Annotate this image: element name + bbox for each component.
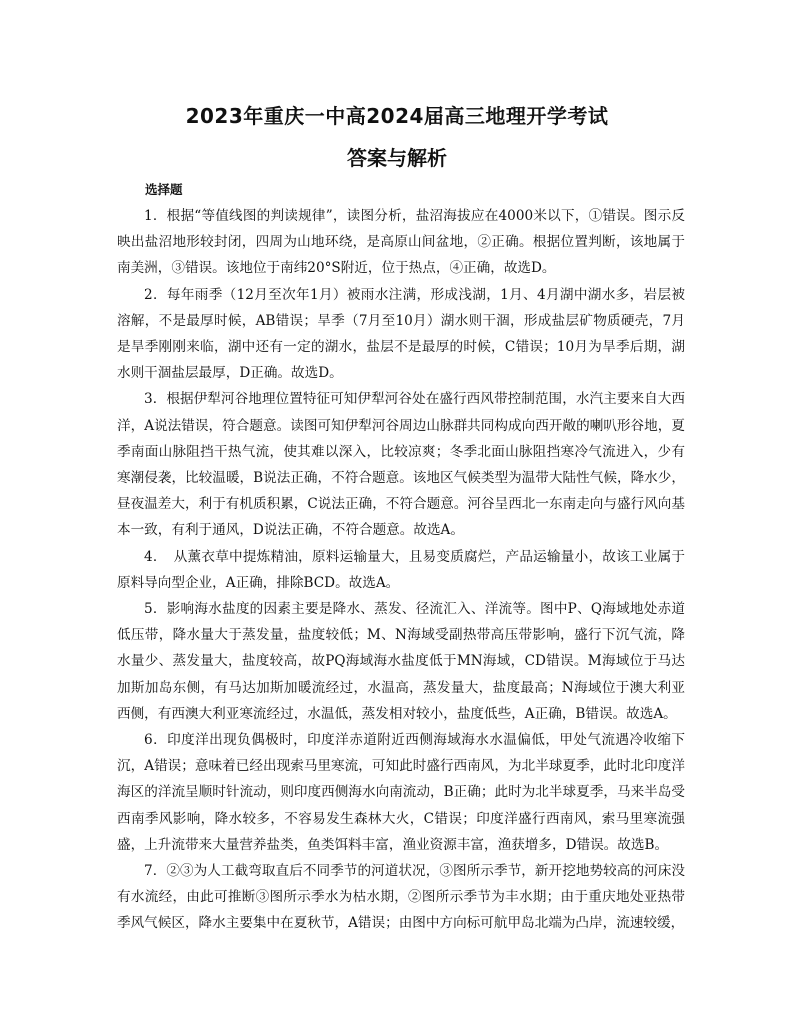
answer-paragraph-5: 5．影响海水盐度的因素主要是降水、蒸发、径流汇入、洋流等。图中P、Q海域地处赤道低压带，降水量大于蒸发量，盐度较低；M、N海域受副热带高压带影响，盛行下沉气流，降水量少、蒸发量大，盐度较高，故PQ海域海水盐度低于MN海域，CD错误。M海域位于马达加斯加岛东侧，有马达加斯加暖流经过，水温高，蒸发量大，盐度最高；N海域位于澳大利亚西侧，有西澳大利亚寒流经过，水温低，蒸发相对较小，盐度低些，A正确，B错误。故选A。 bbox=[117, 601, 685, 722]
answer-paragraph-4: 4． 从薰衣草中提炼精油，原料运输量大，且易变质腐烂，产品运输量小，故该工业属于原料导向型企业，A正确，排除BCD。故选A。 bbox=[117, 548, 685, 591]
section-heading: 选择题 bbox=[145, 182, 183, 197]
answer-body bbox=[117, 203, 685, 937]
answer-paragraph-2: 2．每年雨季（12月至次年1月）被雨水注满，形成浅湖，1月、4月湖中湖水多，岩层被溶解，不是最厚时候，AB错误；旱季（7月至10月）湖水则干涸，形成盐层矿物质硬壳，7月是旱季刚刚来临，湖中还有一定的湖水，盐层不是最厚的时候，C错误；10月为旱季后期，湖水则干涸盐层最厚，D正确。故选D。 bbox=[117, 286, 685, 382]
answer-paragraph-6: 6．印度洋出现负偶极时，印度洋赤道附近西侧海域海水水温偏低，甲处气流遇冷收缩下沉，A错误；意味着已经出现索马里寒流，可知此时盛行西南风，为北半球夏季，此时北印度洋海区的洋流呈顺时针流动，则印度西侧海水向南流动，B正确；此时为北半球夏季，马来半岛受西南季风影响，降水较多，不容易发生森林大火，C错误；印度洋盛行西南风，索马里寒流强盛，上升流带来大量营养盐类，鱼类饵料丰富，渔业资源丰富，渔获增多，D错误。故选B。 bbox=[117, 732, 685, 853]
answer-paragraph-3: 3．根据伊犁河谷地理位置特征可知伊犁河谷处在盛行西风带控制范围，水汽主要来自大西洋，A说法错误，符合题意。读图可知伊犁河谷周边山脉群共同构成向西开敞的喇叭形谷地，夏季南面山脉阻挡干热气流，使其难以深入，比较凉爽；冬季北面山脉阻挡寒冷气流进入，少有寒潮侵袭，比较温暖，B说法正确，不符合题意。该地区气候类型为温带大陆性气候，降水少，昼夜温差大，利于有机质积累，C说法正确，不符合题意。河谷呈西北一东南走向与盛行风向基本一致，有利于通风，D说法正确，不符合题意。故选A。 bbox=[117, 391, 685, 539]
document-title: 2023年重庆一中高2024届高三地理开学考试 bbox=[185, 104, 609, 128]
answer-paragraph-7: 7．②③为人工截弯取直后不同季节的河道状况，③图所示季节，新开挖地势较高的河床没有水流经，由此可推断③图所示季水为枯水期，②图所示季节为丰水期；由于重庆地处亚热带季风气候区，降水主要集中在夏秋节，A错误；由图中方向标可航甲岛北端为凸岸，流速较缓， bbox=[117, 863, 685, 932]
document-subtitle: 答案与解析 bbox=[347, 146, 447, 170]
answer-paragraph-1: 1．根据“等值线图的判读规律”，读图分析，盐沼海拔应在4000米以下，①错误。图示反映出盐沼地形较封闭，四周为山地环绕，是高原山间盆地，②正确。根据位置判断，该地属于南美洲，③错误。该地位于南纬20°S附近，位于热点，④正确，故选D。 bbox=[117, 208, 685, 277]
